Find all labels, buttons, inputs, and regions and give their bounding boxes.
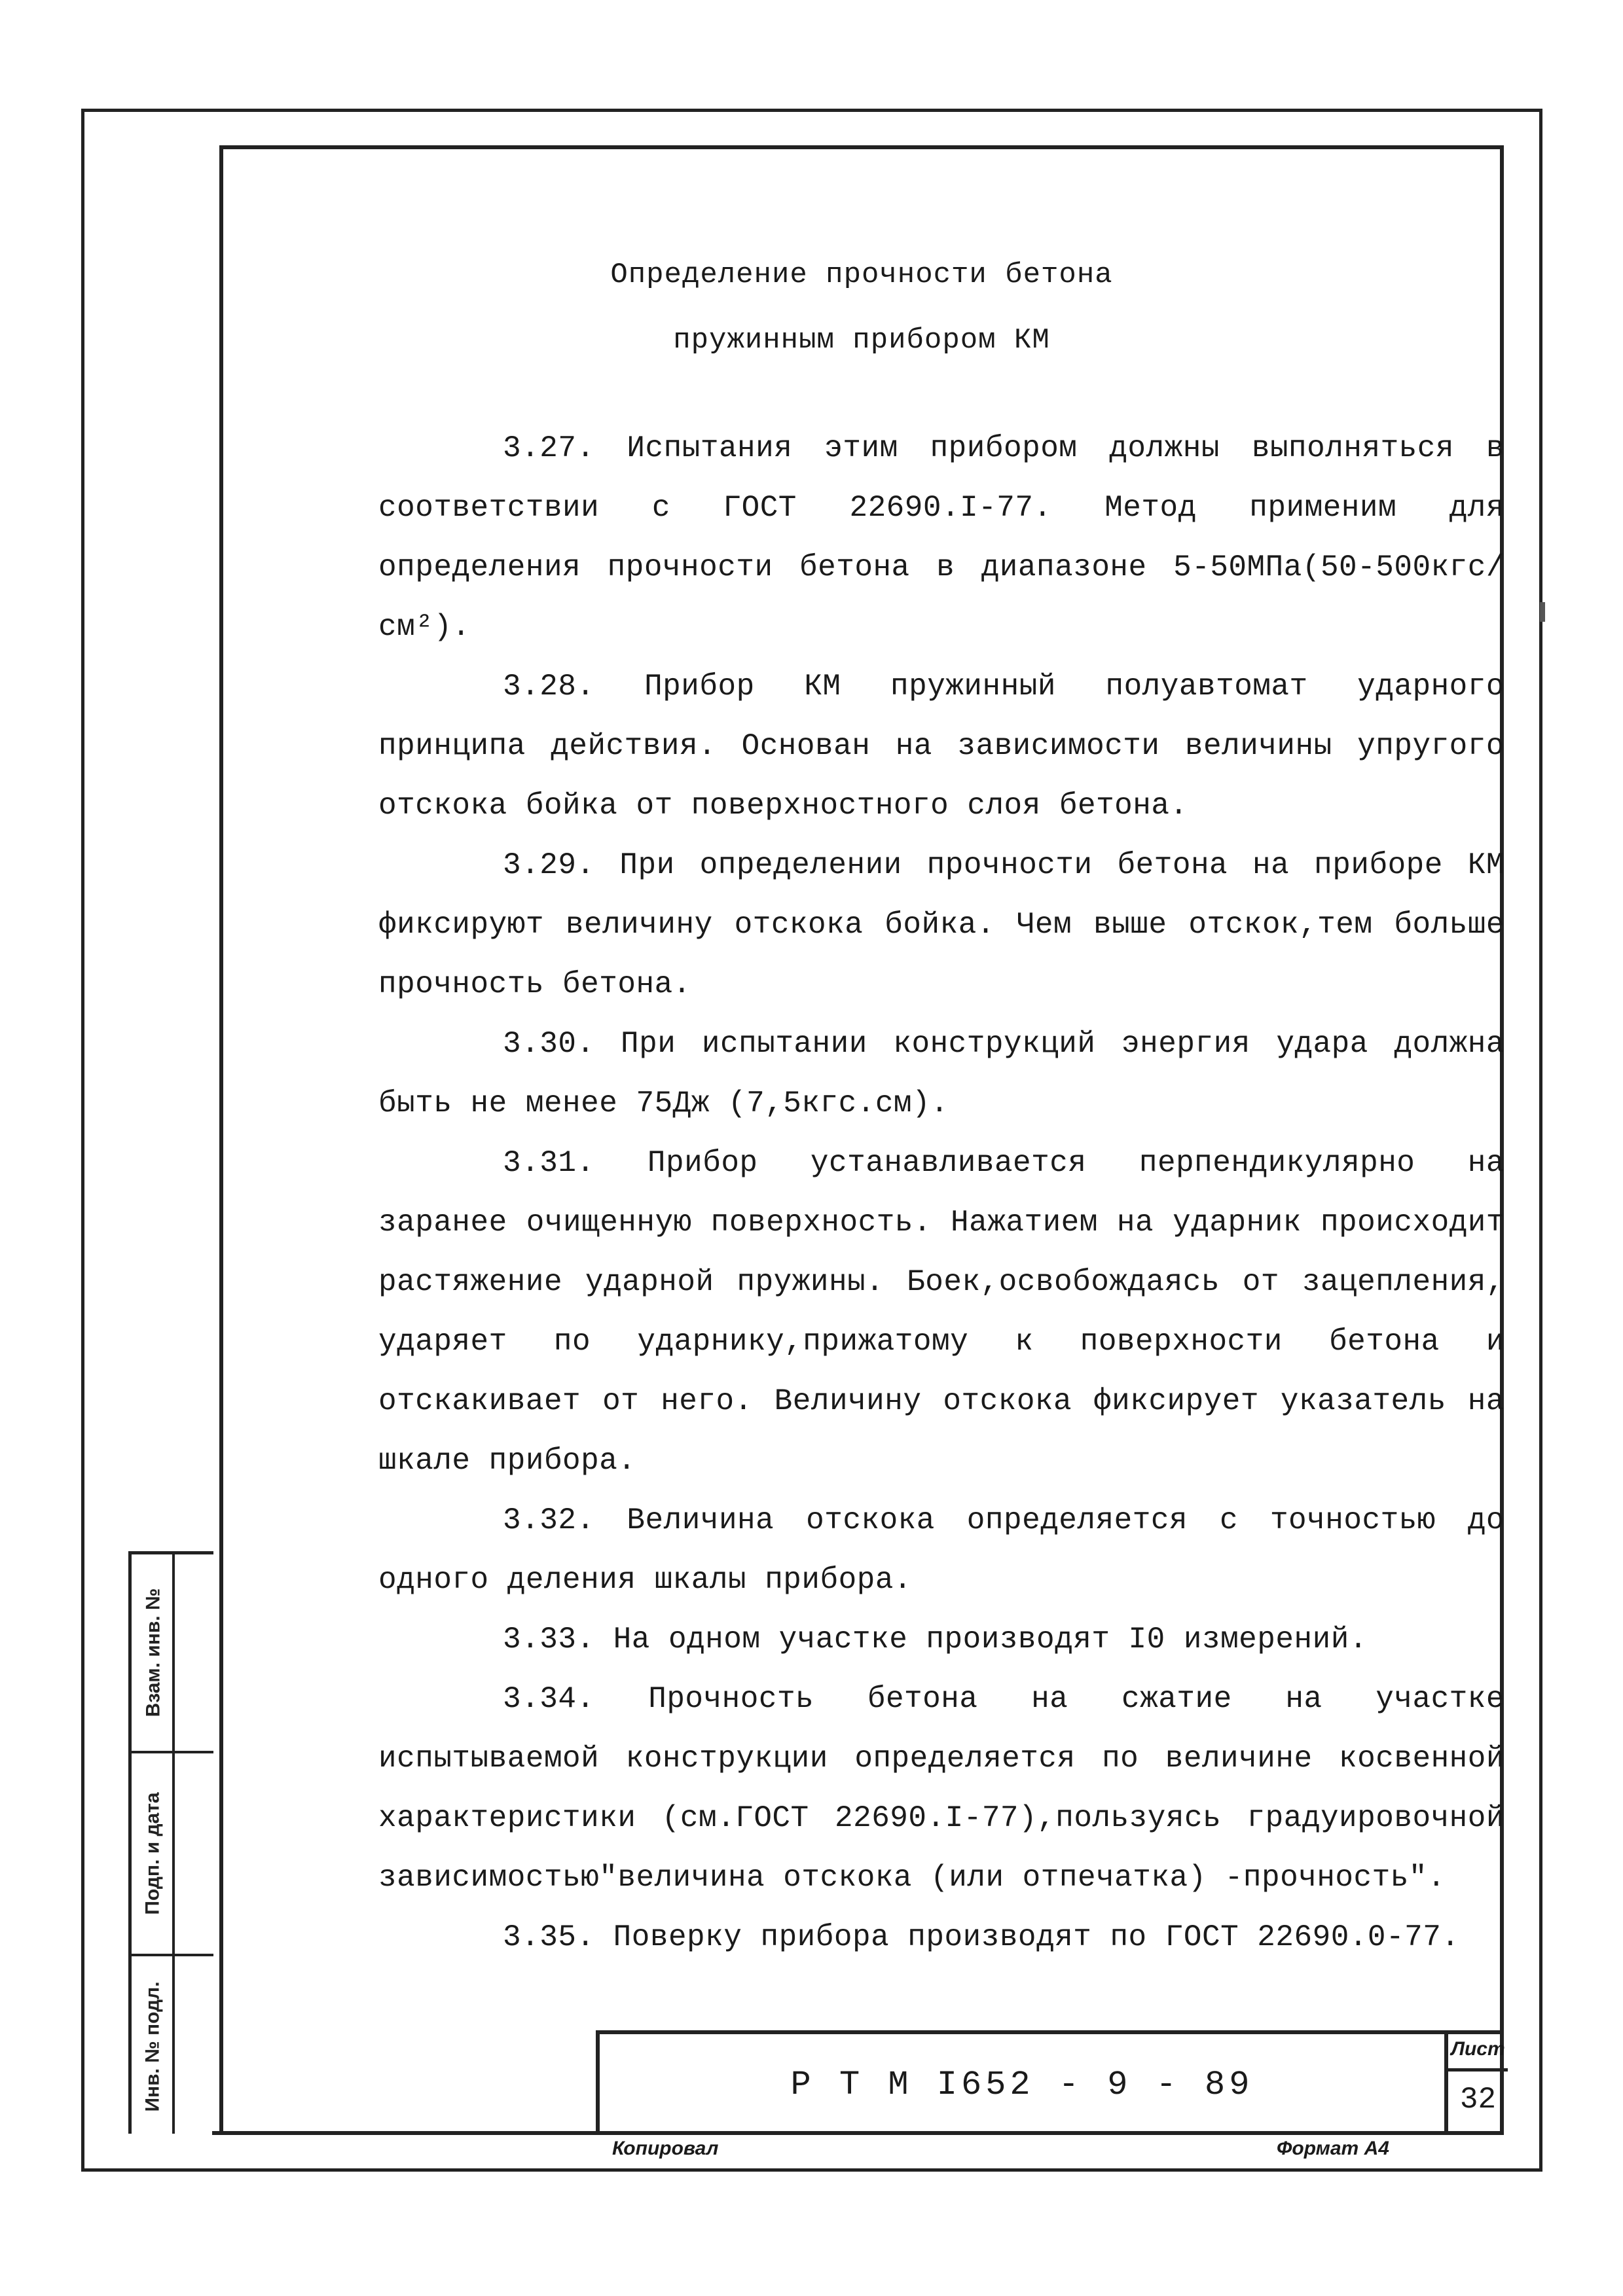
stamp-sheet-line [1444, 2068, 1508, 2072]
title-block-stamp [596, 2030, 1504, 2135]
paragraph-3-31: 3.31. Прибор устанавливается перпендикулярно на заранее очищенную поверхность. Нажатием на ударник происходит растяжение ударной пружины. Боек,освобождаясь от зацепления, ударяет по ударнику,прижатому к поверхности бетона и отскакивает от него. Величину отскока фиксирует указатель на шкале прибора. [378, 1146, 1504, 1478]
paragraph-3-32: 3.32. Величина отскока определяется с точностью до одного деления шкалы прибора. [378, 1503, 1504, 1597]
side-label-signature-date [134, 1753, 172, 1954]
side-label-original-inventory-text: Инв. № подл. [142, 1981, 164, 2112]
side-label-replacement [134, 1554, 172, 1751]
side-stamp [128, 1551, 213, 2134]
paragraph-3-33: 3.33. На одном участке производят I0 измерений. [503, 1623, 1368, 1657]
paragraph-3-34: 3.34. Прочность бетона на сжатие на участке испытываемой конструкции определяется по величине косвенной характеристики (см.ГОСТ 22690.I-77),пользуясь градуировочной зависимостью"величина отскока (или отпечатка) -прочность". [378, 1682, 1504, 1895]
footer-copied-label: Копировал [612, 2138, 719, 2159]
sheet-label: Лист [1451, 2038, 1505, 2060]
paragraph-3-28: 3.28. Прибор КМ пружинный полуавтомат ударного принципа действия. Основан на зависимости величины упругого отскока бойка от поверхностного слоя бетона. [378, 670, 1504, 823]
paragraph-3-29: 3.29. При определении прочности бетона на приборе КМ фиксируют величину отскока бойка. Чем выше отскок,тем больше прочность бетона. [378, 848, 1504, 1001]
paragraph-3-30: 3.30. При испытании конструкций энергия удара должна быть не менее 75Дж (7,5кгс.см). [378, 1027, 1504, 1121]
side-label-signature-date-text: Подп. и дата [142, 1792, 164, 1915]
paragraph-3-27: 3.27. Испытания этим прибором должны выполняться в соответствии с ГОСТ 22690.I-77. Метод применим для определения прочности бетона в диапазоне 5-50МПа(50-500кгс/см²). [378, 431, 1504, 644]
footer-format-label: Формат А4 [1277, 2138, 1389, 2159]
side-label-original-inventory [134, 1956, 172, 2137]
side-stamp-divider [172, 1554, 175, 2134]
document-body [378, 419, 1504, 1967]
side-label-replacement-text: Взам. инв. № [142, 1588, 164, 1717]
section-title [219, 242, 1504, 373]
edge-mark [1540, 602, 1545, 622]
document-code: Р Т М I652 - 9 - 89 [790, 2066, 1254, 2104]
sheet-number: 32 [1459, 2083, 1497, 2117]
title-line-1: Определение прочности бетона [610, 259, 1113, 291]
title-line-2: пружинным прибором КМ [673, 324, 1050, 357]
paragraph-3-35: 3.35. Поверку прибора производят по ГОСТ 22690.0-77. [503, 1920, 1460, 1954]
